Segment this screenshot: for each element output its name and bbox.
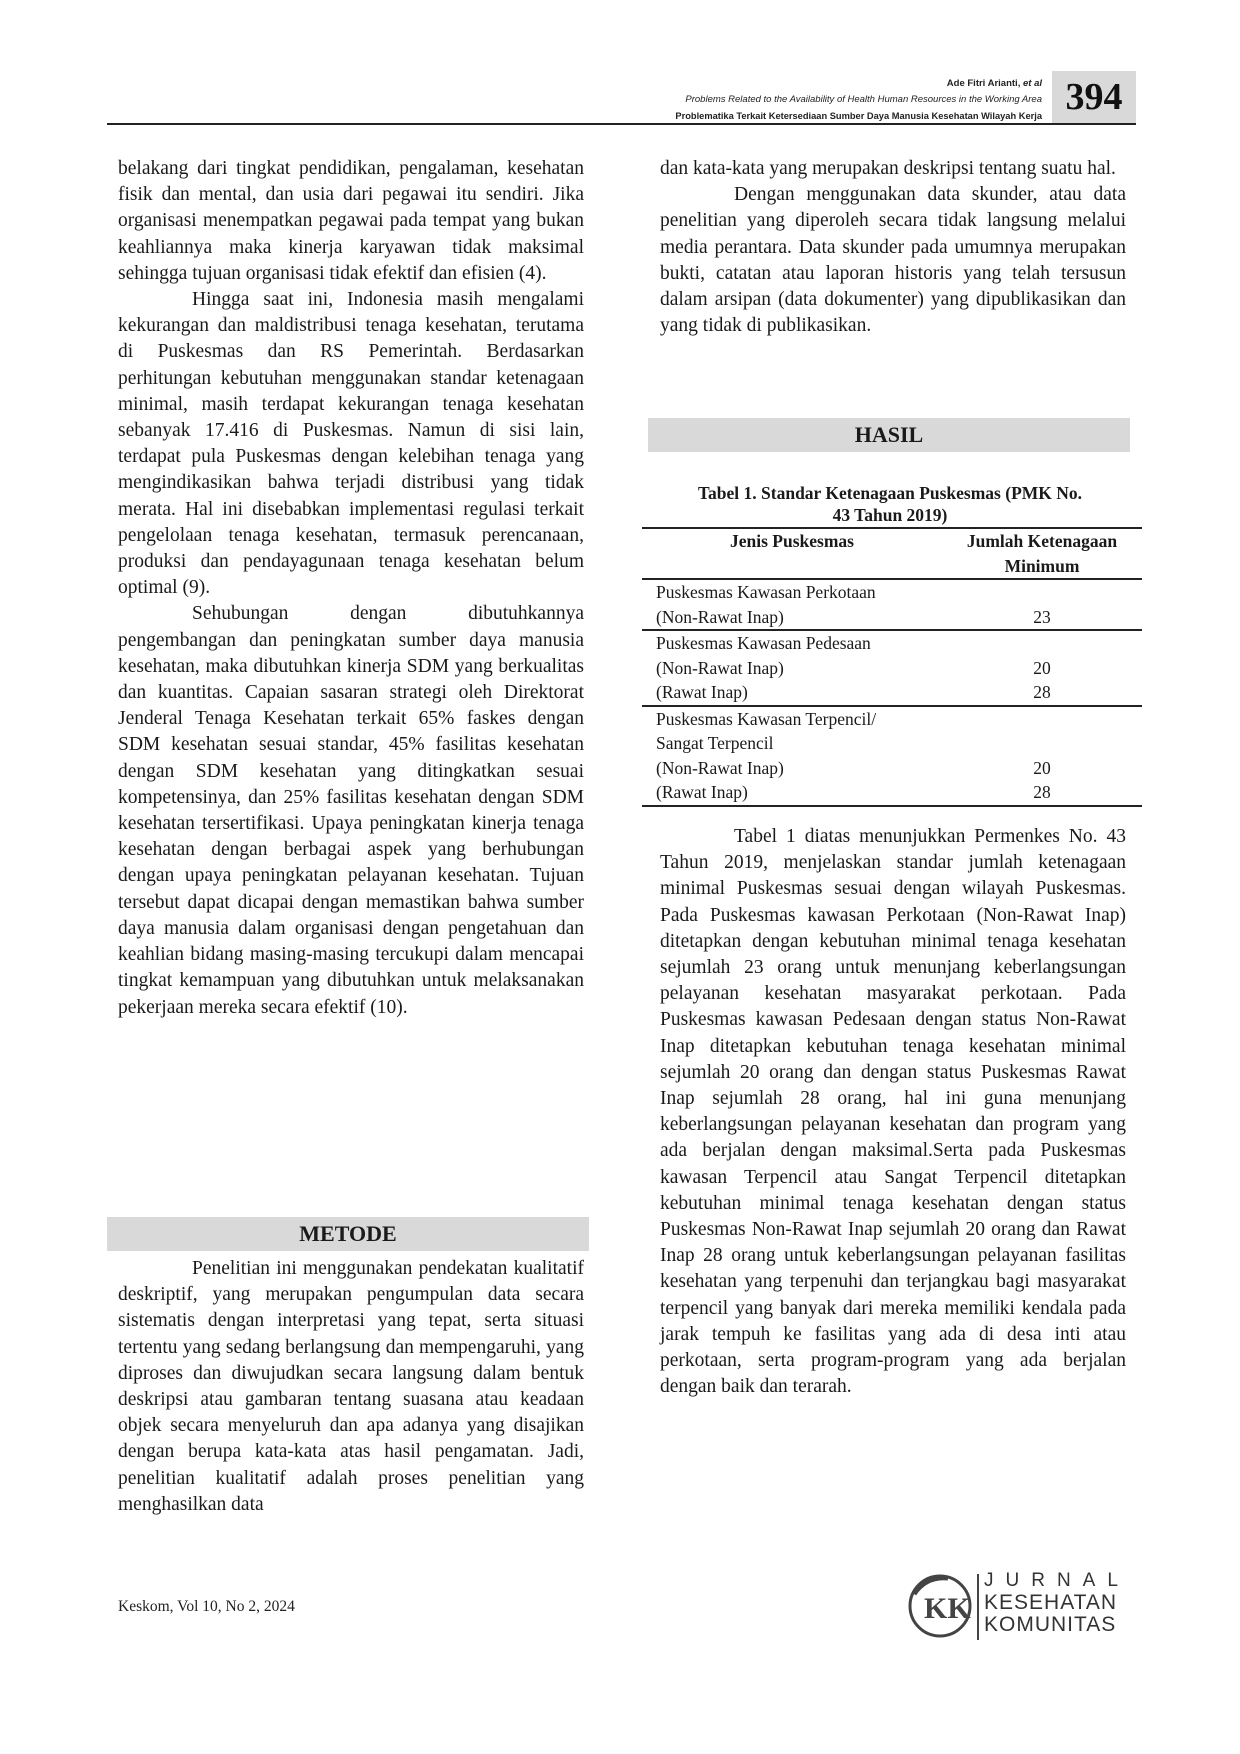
svg-text:KK: KK [924, 1592, 971, 1625]
paragraph: Dengan menggunakan data skunder, atau data penelitian yang diperoleh secara tidak langsung melalui media perantara. Data skunder pada umumnya merupakan bukti, catatan atau laporan historis yang telah tersusun dalam arsipan (data dokumenter) yang dipublikasikan dan yang tidak di publikasikan. [660, 184, 1126, 337]
section-heading-hasil: HASIL [648, 418, 1130, 452]
table-group-pedesaan [642, 630, 1142, 706]
table-row: (Rawat Inap) 28 [656, 682, 1051, 702]
metode-section [118, 1256, 584, 1518]
table-caption: Tabel 1. Standar Ketenagaan Puskesmas (PMK No. 43 Tahun 2019) [697, 483, 1083, 525]
left-column [118, 156, 584, 1021]
header-rule [107, 123, 1136, 125]
header-author: Ade Fitri Arianti, et al [946, 78, 1042, 89]
table-row: Puskesmas Kawasan Terpencil/ [656, 708, 877, 729]
paragraph: Sehubungan dengan dibutuhkannya pengembangan dan peningkatan sumber daya manusia kesehatan, maka dibutuhkan kinerja SDM yang berkualitas dan kuantitas. Capaian sasaran strategi oleh Direktorat Jenderal Tenaga Kesehatan terkait 65% faskes dengan SDM kesehatan sesuai standar, 45% fasilitas kesehatan dengan SDM kesehatan yang ditingkatkan sesuai kompetensinya, dan 25% fasilitas kesehatan dengan SDM kesehatan tersertifikasi. Upaya peningkatan kinerja tenaga kesehatan dengan berbagai aspek yang berhubungan dengan upaya peningkatan pelayanan kesehatan. Tujuan tersebut dapat dicapai dengan memastikan bahwa sumber daya manusia dalam organisasi dengan pengetahuan dan keahlian bidang masing-masing tercukupi dalam mencapai tingkat kemampuan yang dibutuhkan untuk melaksanakan pekerjaan mereka secara efektif (10). [118, 603, 584, 1018]
paragraph: Tabel 1 diatas menunjukkan Permenkes No. 43 Tahun 2019, menjelaskan standar jumlah ketenagaan minimal Puskesmas sesuai dengan wilayah Puskesmas. Pada Puskesmas kawasan Perkotaan (Non-Rawat Inap) ditetapkan dengan kebutuhan minimal tenaga kesehatan sejumlah 23 orang untuk menunjang keberlangsungan pelayanan kesehatan masyarakat perkotaan. Pada Puskesmas kawasan Pedesaan dengan status Non-Rawat Inap ditetapkan kebutuhan tenaga kesehatan minimal sejumlah 20 orang dan dengan status Puskesmas Rawat Inap sejumlah 28 orang, hal ini guna menunjang keberlangsungan pelayanan kesehatan dan program yang ada berjalan dengan maksimal.Serta pada Puskesmas kawasan Terpencil atau Sangat Terpencil ditetapkan kebutuhan minimal tenaga kesehatan dengan status Puskesmas Non-Rawat Inap sejumlah 20 orang dan Rawat Inap 28 orang untuk keberlangsungan pelayanan fasilitas kesehatan yang terpenuhi dan terjangkau bagi masyarakat terpencil yang banyak dari mereka memiliki kendala pada jarak tempuh ke fasilitas yang ada di desa inti atau perkotaan, serta program-program yang ada berjalan dengan baik dan terarah. [660, 826, 1126, 1398]
table-header-row [642, 528, 1142, 579]
page-number: 394 [1052, 71, 1136, 123]
table-row: (Non-Rawat Inap) 20 [656, 657, 1051, 678]
column-header-minimum: Jumlah Ketenagaan Minimum [966, 531, 1118, 576]
table-group-perkotaan [642, 579, 1142, 630]
table-group-terpencil [642, 706, 1142, 806]
right-column [660, 156, 1126, 339]
header-title-id: Problematika Terkait Ketersediaan Sumber Daya Manusia Kesehatan Wilayah Kerja [675, 111, 1042, 121]
table-row: Sangat Terpencil [656, 733, 774, 753]
header-title-en: Problems Related to the Availability of Health Human Resources in the Working Area [685, 94, 1042, 105]
journal-logo-text: JURNAL KESEHATAN KOMUNITAS [984, 1570, 1130, 1636]
paragraph: Penelitian ini menggunakan pendekatan kualitatif deskriptif, yang merupakan pengumpulan data secara sistematis dengan interpretasi yang tepat, serta situasi tertentu yang sedang berlangsung dan mempengaruhi, yang diproses dan diwujudkan secara langsung dalam bentuk deskripsi atau gambaran tentang suasana atau keadaan objek secara menyeluruh dan apa adanya yang disajikan dengan berupa kata-kata atas hasil pengamatan. Jadi, penelitian kualitatif adalah proses penelitian yang menghasilkan data [118, 1258, 584, 1515]
paragraph: dan kata-kata yang merupakan deskripsi tentang suatu hal. [660, 158, 1116, 179]
footer-citation: Keskom, Vol 10, No 2, 2024 [118, 1598, 295, 1615]
table-row: (Rawat Inap) 28 [656, 782, 1051, 802]
paragraph: belakang dari tingkat pendidikan, pengalaman, kesehatan fisik dan mental, dan usia dari pegawai itu sendiri. Jika organisasi menempatkan pegawai pada tempat yang bukan keahliannya maka kinerja karyawan tidak maksimal sehingga tujuan organisasi tidak efektif dan efisien (4). [118, 158, 584, 284]
table-row: Puskesmas Kawasan Perkotaan [656, 582, 876, 602]
column-header-type: Jenis Puskesmas [730, 531, 854, 551]
standards-table [642, 527, 1142, 807]
table-row: (Non-Rawat Inap) 20 [656, 757, 1051, 778]
hasil-section [660, 824, 1126, 1400]
section-heading-metode: METODE [107, 1217, 589, 1251]
table-row: Puskesmas Kawasan Pedesaan [656, 633, 871, 653]
running-header [342, 76, 1042, 124]
paragraph: Hingga saat ini, Indonesia masih mengalami kekurangan dan maldistribusi tenaga kesehatan, terutama di Puskesmas dan RS Pemerintah. Berdasarkan perhitungan kebutuhan menggunakan standar ketenagaan minimal, masih terdapat kekurangan tenaga kesehatan sebanyak 17.416 di Puskesmas. Namun di sisi lain, terdapat pula Puskesmas dengan kelebihan tenaga yang mengindikasikan bahwa terjadi distribusi yang tidak merata. Hal ini disebabkan implementasi regulasi terkait pengelolaan tenaga kesehatan, termasuk perencanaan, produksi dan pendayagunaan tenaga kesehatan belum optimal (9). [118, 289, 584, 599]
table-row: (Non-Rawat Inap) 23 [656, 606, 1051, 627]
